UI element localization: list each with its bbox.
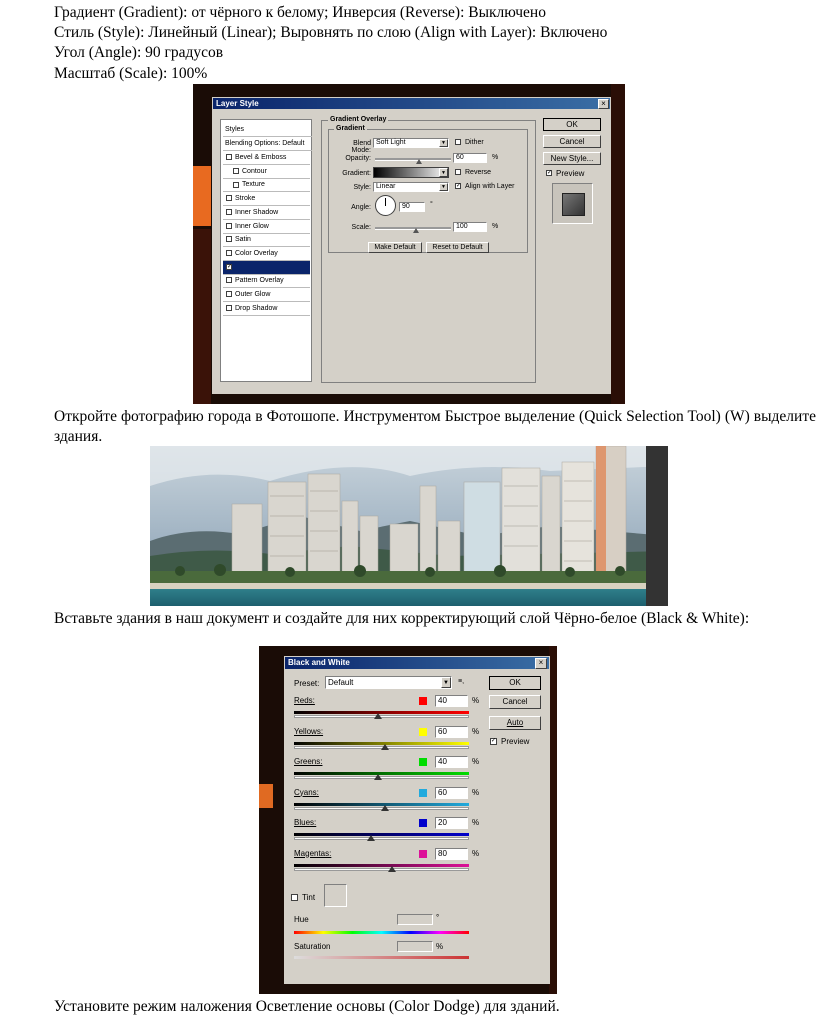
channel-input[interactable]: 60: [435, 787, 468, 799]
channel-color-swatch: [419, 850, 427, 858]
style-item-checkbox[interactable]: ✓: [227, 263, 233, 270]
gradient-label: Gradient:: [342, 170, 371, 177]
tint-checkbox[interactable]: [291, 894, 298, 901]
tint-label: Tint: [302, 893, 316, 902]
subgroup-title: Gradient: [336, 125, 365, 132]
style-item-checkbox[interactable]: [226, 154, 232, 160]
blend-mode-label: Blend Mode:: [351, 140, 371, 154]
scale-slider-thumb[interactable]: [413, 228, 419, 233]
blend-mode-value: Soft Light: [376, 139, 406, 146]
style-item-checkbox[interactable]: [226, 236, 232, 242]
channel-pct: %: [472, 787, 480, 797]
scale-pct: %: [492, 223, 499, 230]
style-item[interactable]: [223, 247, 310, 261]
channel-input[interactable]: 60: [435, 726, 468, 738]
channel-color-swatch: [419, 728, 427, 736]
para-open-photo-text: Откройте фотографию города в Фотошопе. Инструментом Быстрое выделение (Quick Selection Tool) (W) выделите здания.: [54, 408, 816, 445]
dither-checkbox[interactable]: [455, 139, 461, 145]
channel-label-text: Magentas:: [294, 848, 332, 858]
style-item-label: Drop Shadow: [235, 304, 278, 312]
scale-input[interactable]: 100: [453, 222, 487, 232]
channel-slider-track[interactable]: [294, 833, 469, 836]
gradient-overlay-group: [321, 116, 536, 383]
text-style: Стиль (Style): Линейный (Linear); Выровнять по слою (Align with Layer): Включено: [54, 24, 608, 41]
reverse-checkbox[interactable]: [455, 169, 461, 175]
style-item-checkbox[interactable]: [226, 209, 232, 215]
bw-cancel-button[interactable]: Cancel: [489, 695, 541, 709]
preview-label: Preview: [556, 169, 585, 178]
channel-slider-rail: [294, 837, 469, 840]
channel-slider-rail: [294, 868, 469, 871]
saturation-pct: %: [436, 942, 444, 951]
style-item-label: Pattern Overlay: [235, 277, 284, 285]
channel-label-text: Yellows:: [294, 726, 324, 736]
channel-pct: %: [472, 696, 480, 705]
preview-checkbox[interactable]: ✓: [547, 170, 553, 176]
style-value: Linear: [376, 183, 396, 190]
style-item[interactable]: [223, 274, 310, 288]
style-item-checkbox[interactable]: [233, 182, 239, 188]
angle-deg: °: [430, 201, 433, 208]
close-icon[interactable]: ×: [598, 99, 609, 109]
channel-input[interactable]: 40: [435, 695, 468, 707]
channel-pct: %: [472, 726, 480, 736]
style-item[interactable]: [223, 302, 310, 316]
channel-slider-thumb[interactable]: [381, 805, 389, 811]
saturation-label: Saturation: [294, 942, 331, 951]
chevron-down-icon[interactable]: ▼: [439, 139, 448, 147]
channel-color-swatch: [419, 697, 427, 705]
gradient-dropdown-icon[interactable]: ▼: [439, 168, 448, 177]
channel-slider-thumb[interactable]: [388, 866, 396, 872]
bw-close-icon[interactable]: ×: [535, 658, 547, 669]
channel-color-swatch: [419, 758, 427, 766]
gradient-swatch[interactable]: [373, 167, 449, 178]
style-item-checkbox[interactable]: [226, 305, 232, 311]
city-photo: [150, 446, 668, 606]
channel-label-text: Greens:: [294, 757, 323, 766]
hue-label: Hue: [294, 915, 309, 924]
reverse-label: Reverse: [465, 169, 492, 176]
saturation-input[interactable]: [397, 941, 433, 952]
channel-pct: %: [472, 848, 480, 858]
align-checkbox[interactable]: ✓: [456, 183, 462, 189]
para-insert-buildings-text: Вставьте здания в наш документ и создайте для них корректирующий слой Чёрно-белое (Black & White):: [54, 610, 750, 627]
opacity-label: Opacity:: [345, 155, 371, 162]
layer-style-dialog: [212, 97, 611, 394]
saturation-slider[interactable]: [294, 956, 469, 959]
make-default-button[interactable]: Make Default: [368, 242, 422, 253]
style-item[interactable]: [223, 178, 310, 192]
channel-slider-thumb[interactable]: [374, 774, 382, 780]
style-item[interactable]: [223, 192, 310, 206]
text-gradient: Градиент (Gradient): от чёрного к белому; Инверсия (Reverse): Выключено: [54, 4, 546, 21]
blending-options[interactable]: Blending Options: Default: [223, 137, 312, 151]
bw-auto-button[interactable]: [489, 716, 541, 730]
style-item-label: Outer Glow: [235, 291, 271, 298]
opacity-pct: %: [492, 154, 499, 161]
channel-input[interactable]: 80: [435, 848, 468, 860]
style-item-label: Contour: [242, 167, 267, 175]
channel-label: [294, 849, 331, 858]
style-item-label: Texture: [242, 181, 265, 189]
style-select[interactable]: [373, 182, 449, 192]
channel-slider-thumb[interactable]: [367, 835, 375, 841]
tint-swatch[interactable]: [324, 884, 347, 907]
new-style-button[interactable]: New Style...: [543, 152, 601, 165]
style-label: Style:: [353, 184, 371, 191]
ok-button[interactable]: OK: [543, 118, 601, 131]
channel-label: [294, 818, 316, 827]
preview-swatch: [552, 183, 593, 224]
preset-chevron-icon[interactable]: ▼: [441, 677, 451, 688]
channel-label-text: Cyans:: [294, 787, 319, 797]
channel-pct: %: [472, 757, 480, 766]
bw-screenshot: [259, 646, 557, 994]
bw-title: Black and White: [285, 657, 549, 669]
reset-default-button[interactable]: Reset to Default: [426, 242, 489, 253]
scale-label: Scale:: [351, 224, 371, 231]
dither-label: Dither: [465, 139, 484, 146]
style-item-label: Satin: [235, 236, 251, 244]
cancel-button[interactable]: Cancel: [543, 135, 601, 148]
hue-slider[interactable]: [294, 931, 469, 934]
style-item-label: Inner Shadow: [235, 208, 279, 216]
style-chevron-icon[interactable]: ▼: [439, 183, 448, 191]
channel-pct: %: [472, 818, 480, 827]
text-angle: Угол (Angle): 90 градусов: [54, 44, 224, 61]
align-label: Align with Layer: [465, 183, 515, 190]
blend-mode-select[interactable]: [373, 138, 449, 148]
style-item-label: Bevel & Emboss: [235, 154, 287, 161]
group-title: Gradient Overlay: [330, 116, 387, 123]
styles-list: [220, 119, 312, 382]
style-item[interactable]: [223, 233, 310, 247]
style-item-checkbox[interactable]: [226, 250, 232, 256]
layer-style-title: Layer Style: [213, 98, 610, 109]
style-item-checkbox[interactable]: [226, 277, 232, 283]
bw-dialog: [284, 656, 550, 984]
style-item[interactable]: [223, 220, 310, 234]
hue-input[interactable]: [397, 914, 433, 925]
channel-label-text: Blues:: [294, 818, 317, 827]
style-item[interactable]: [223, 165, 310, 179]
style-item[interactable]: [223, 206, 310, 220]
angle-input[interactable]: 90: [399, 202, 425, 212]
channel-input[interactable]: 40: [435, 756, 468, 768]
channel-color-swatch: [419, 819, 427, 827]
para-insert-buildings: [54, 609, 816, 629]
channel-label-text: Reds:: [294, 696, 315, 705]
bw-auto-label: Auto: [506, 718, 524, 727]
bw-preview-label: Preview: [501, 737, 530, 746]
style-item-label: Stroke: [235, 195, 256, 203]
layer-style-screenshot: [193, 84, 625, 404]
channel-input[interactable]: 20: [435, 817, 468, 829]
angle-dial[interactable]: [375, 195, 396, 216]
opacity-slider-track[interactable]: [375, 158, 451, 161]
style-item[interactable]: [223, 261, 310, 275]
text-scale: Масштаб (Scale): 100%: [54, 65, 208, 82]
channel-label: [294, 757, 322, 766]
bw-preview-checkbox[interactable]: ✓: [491, 738, 497, 744]
style-item-checkbox[interactable]: [233, 168, 239, 174]
channel-slider-track[interactable]: [294, 864, 469, 867]
style-item-checkbox[interactable]: [226, 223, 232, 229]
hue-deg: °: [436, 913, 440, 922]
channel-color-swatch: [419, 789, 427, 797]
style-item[interactable]: [223, 288, 310, 302]
style-item-label: Inner Glow: [235, 222, 269, 230]
preset-menu-icon[interactable]: ≡,: [458, 678, 465, 685]
para-open-photo: [54, 407, 816, 447]
angle-label: Angle:: [351, 204, 371, 211]
channel-label: [294, 696, 315, 705]
preset-select[interactable]: [325, 676, 452, 689]
channel-slider-thumb[interactable]: [374, 713, 382, 719]
styles-header[interactable]: Styles: [223, 123, 312, 137]
style-item-checkbox[interactable]: [226, 195, 232, 201]
opacity-slider-thumb[interactable]: [416, 159, 422, 164]
preset-value: Default: [328, 678, 354, 687]
style-item-label: Color Overlay: [235, 249, 278, 257]
style-item[interactable]: [223, 151, 310, 165]
channel-slider-thumb[interactable]: [381, 744, 389, 750]
para-color-dodge: Установите режим наложения Осветление основы (Color Dodge) для зданий.: [54, 998, 560, 1015]
style-item-checkbox[interactable]: [226, 291, 232, 297]
opacity-input[interactable]: 60: [453, 153, 487, 163]
channel-label: [294, 788, 319, 797]
bw-ok-button[interactable]: OK: [489, 676, 541, 690]
preset-label: Preset:: [294, 679, 320, 688]
channel-label: [294, 727, 323, 736]
